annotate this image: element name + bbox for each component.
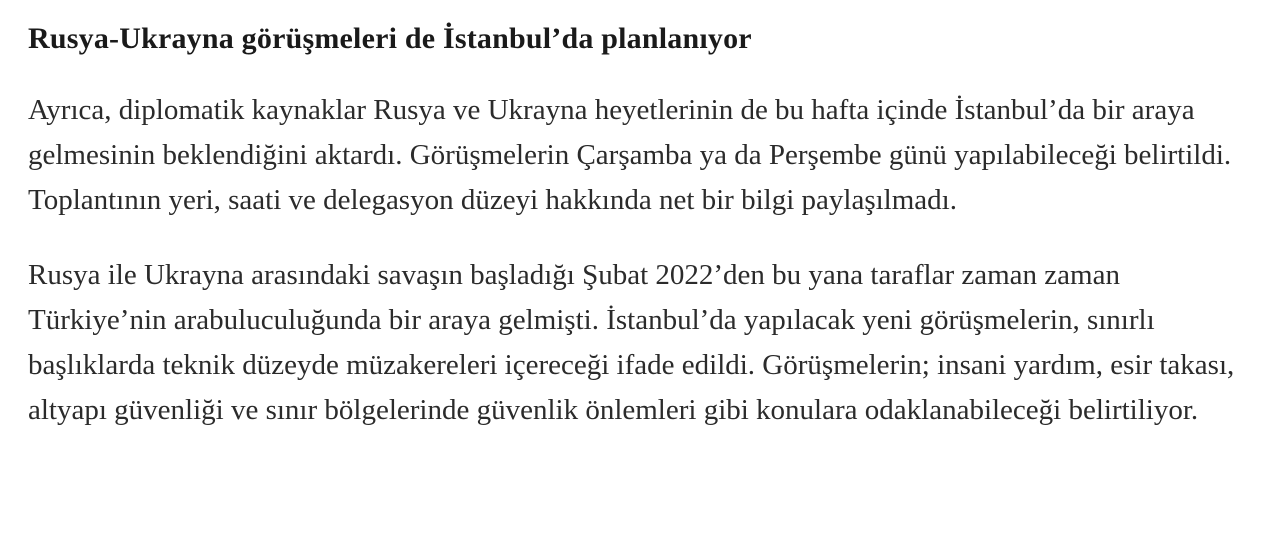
article-paragraph-2: Rusya ile Ukrayna arasındaki savaşın başladığı Şubat 2022’den bu yana taraflar zaman zaman Türkiye’nin arabuluculuğunda bir araya gelmişti. İstanbul’da yapılacak yeni görüşmelerin, sınırlı başlıklarda teknik düzeyde müzakereleri içereceği ifade edildi. Görüşmelerin; insani yardım, esir takası, altyapı güvenliği ve sınır bölgelerinde güvenlik önlemleri gibi konulara odaklanabileceği belirtiliyor. (28, 258, 1235, 426)
article-heading: Rusya-Ukrayna görüşmeleri de İstanbul’da planlanıyor (28, 22, 752, 55)
article-paragraph-1: Ayrıca, diplomatik kaynaklar Rusya ve Ukrayna heyetlerinin de bu hafta içinde İstanbul’da bir araya gelmesinin beklendiğini aktardı. Görüşmelerin Çarşamba ya da Perşembe günü yapılabileceği belirtildi. Toplantının yeri, saati ve delegasyon düzeyi hakkında net bir bilgi paylaşılmadı. (28, 93, 1232, 216)
